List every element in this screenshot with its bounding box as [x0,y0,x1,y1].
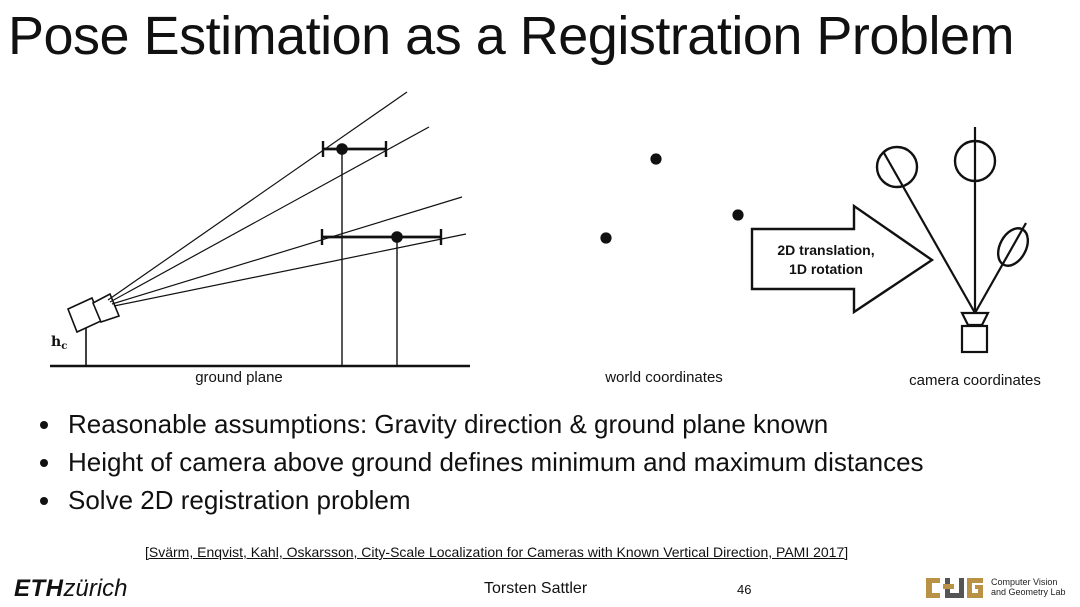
camera-height-label: $h_c$ [51,334,68,352]
transform-label-line2: 1D rotation [789,261,863,277]
camera-body [962,326,987,352]
world-point-1 [650,153,661,164]
world-coordinates-label: world coordinates [605,369,723,386]
citation-link[interactable]: [Svärm, Enqvist, Kahl, Oskarsson, City-Scale Localization for Cameras with Known Vertical Direction, PAMI 2017] [145,544,849,560]
cvg-logo [922,574,1072,602]
eth-zurich-logo [14,576,128,602]
cvg-logo-line1: Computer Vision [991,577,1058,587]
viewing-ray-1 [108,92,407,300]
transform-label-line1: 2D translation, [777,242,875,258]
registration-diagram [0,82,1080,398]
viewing-ray-4 [114,234,466,306]
viewing-ray-3 [112,197,462,304]
footer-author: Torsten Sattler [484,580,588,597]
cvg-logo-text [991,577,1066,597]
camera-observation-circle-1 [877,147,917,187]
world-point-2 [732,209,743,220]
camera-frustum [962,313,988,325]
bullet-item-height-distances: Height of camera above ground defines minimum and maximum distances [38,443,1048,481]
bullet-item-2d-registration: Solve 2D registration problem [38,481,1048,519]
page-number: 46 [737,582,752,597]
eth-logo-light-text: zürich [63,575,128,602]
transform-arrow [752,206,932,312]
camera-ray-3 [975,223,1026,313]
viewing-ray-2 [110,127,429,302]
cvg-logo-mark [922,574,986,602]
slide-title: Pose Estimation as a Registration Problem [8,6,1014,66]
bullet-list [38,405,1048,519]
ground-plane-label: ground plane [195,369,283,386]
cvg-logo-line2: and Geometry Lab [991,587,1066,597]
bullet-item-assumptions: Reasonable assumptions: Gravity direction & ground plane known [38,405,1048,443]
eth-logo-bold-text: ETH [14,575,64,602]
camera-coordinates-label: camera coordinates [909,372,1041,389]
world-point-3 [600,232,611,243]
